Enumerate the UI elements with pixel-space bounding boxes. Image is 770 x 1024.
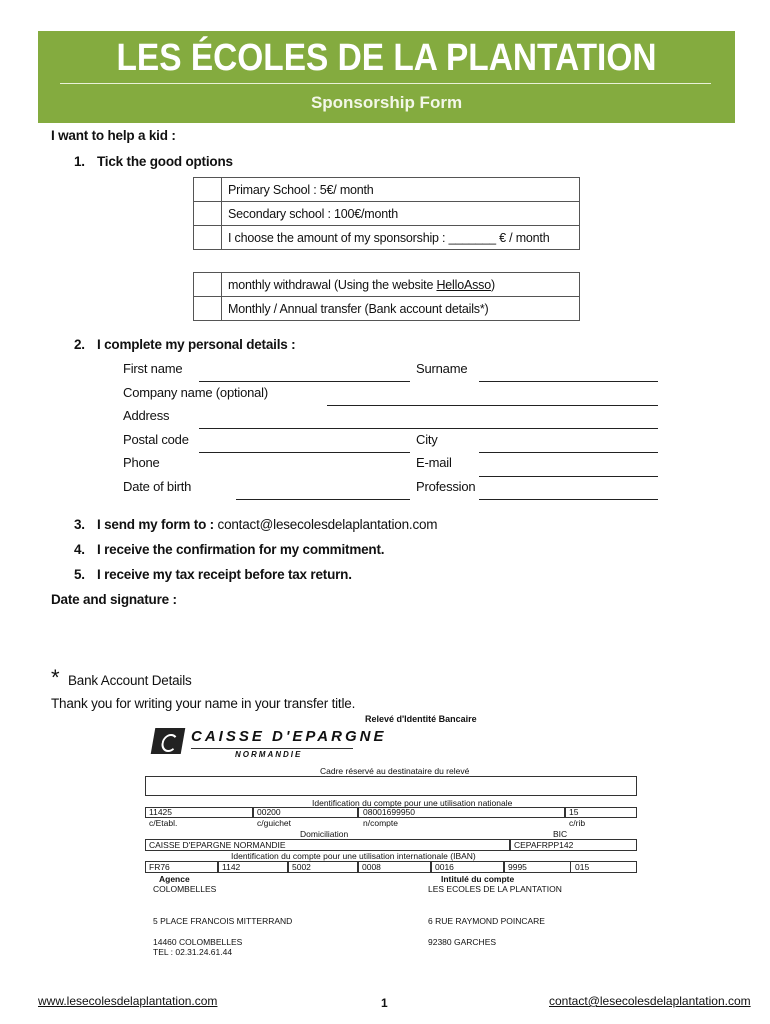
rib-key-value: 15 bbox=[569, 807, 579, 817]
guichet-value: 00200 bbox=[257, 807, 281, 817]
checkbox[interactable] bbox=[194, 297, 222, 321]
checkbox[interactable] bbox=[194, 202, 222, 226]
phone-label: Phone bbox=[123, 455, 160, 470]
step1-label: Tick the good options bbox=[97, 154, 233, 169]
step4-number: 4. bbox=[74, 542, 85, 557]
surname-label: Surname bbox=[416, 361, 468, 376]
company-label: Company name (optional) bbox=[123, 385, 268, 400]
compte-value: 08001699950 bbox=[363, 807, 416, 817]
postal-code-field[interactable] bbox=[199, 452, 410, 453]
step3-label: I send my form to : bbox=[97, 517, 218, 532]
checkbox[interactable] bbox=[194, 178, 222, 202]
iban-part: 0016 bbox=[435, 862, 454, 872]
rib-heading: Relevé d'Identité Bancaire bbox=[365, 714, 477, 724]
city-label: City bbox=[416, 432, 438, 447]
option-row bbox=[194, 297, 580, 321]
withdrawal-text: monthly withdrawal (Using the website bbox=[228, 277, 437, 292]
guichet-label: c/guichet bbox=[257, 818, 292, 828]
address-label: Address bbox=[123, 408, 170, 423]
email-label: E-mail bbox=[416, 455, 452, 470]
national-title: Identification du compte pour une utilisation nationale bbox=[312, 798, 513, 808]
checkbox[interactable] bbox=[194, 273, 222, 297]
iban-title: Identification du compte pour une utilisation internationale (IBAN) bbox=[231, 851, 476, 861]
intitule-line: 92380 GARCHES bbox=[428, 937, 497, 947]
option-label: I choose the amount of my sponsorship : _______ € / month bbox=[222, 226, 580, 250]
signature-label: Date and signature : bbox=[51, 592, 177, 607]
header-banner bbox=[38, 31, 735, 123]
step5-label: I receive my tax receipt before tax return. bbox=[97, 567, 352, 582]
bank-logo-icon bbox=[151, 728, 186, 754]
page-title: LES ÉCOLES DE LA PLANTATION bbox=[116, 37, 657, 79]
step5-number: 5. bbox=[74, 567, 85, 582]
dob-field[interactable] bbox=[236, 499, 410, 500]
iban-part: 0008 bbox=[362, 862, 381, 872]
domiciliation-value: CAISSE D'EPARGNE NORMANDIE bbox=[149, 840, 286, 850]
option-row bbox=[194, 178, 580, 202]
rib-label: c/rib bbox=[569, 818, 586, 828]
step3-text bbox=[97, 517, 437, 532]
bank-name: CAISSE D'EPARGNE bbox=[191, 728, 387, 745]
bic-value: CEPAFRPP142 bbox=[514, 840, 574, 850]
checkbox[interactable] bbox=[194, 226, 222, 250]
step3-number: 3. bbox=[74, 517, 85, 532]
surname-field[interactable] bbox=[479, 381, 658, 382]
intro-text: I want to help a kid : bbox=[51, 128, 176, 143]
etab-label: c/Etabl. bbox=[149, 818, 178, 828]
step4-label: I receive the confirmation for my commitment. bbox=[97, 542, 385, 557]
profession-field[interactable] bbox=[479, 499, 658, 500]
domiciliation-label: Domiciliation bbox=[300, 829, 349, 839]
option-label bbox=[222, 273, 580, 297]
company-field[interactable] bbox=[327, 405, 658, 406]
intitule-label: Intitulé du compte bbox=[441, 874, 515, 884]
bank-rib bbox=[145, 710, 645, 960]
agence-line: 5 PLACE FRANCOIS MITTERRAND bbox=[153, 916, 293, 926]
agence-line: TEL : 02.31.24.61.44 bbox=[153, 947, 233, 957]
option-label: Primary School : 5€/ month bbox=[222, 178, 580, 202]
etab-value: 11425 bbox=[149, 807, 173, 817]
dob-label: Date of birth bbox=[123, 479, 192, 494]
option-label: Monthly / Annual transfer (Bank account details*) bbox=[222, 297, 580, 321]
compte-label: n/compte bbox=[363, 818, 398, 828]
postal-code-label: Postal code bbox=[123, 432, 189, 447]
footer-email-link[interactable]: contact@lesecolesdelaplantation.com bbox=[549, 994, 751, 1008]
iban-part: 1142 bbox=[222, 862, 241, 872]
logo-divider bbox=[191, 748, 353, 749]
city-field[interactable] bbox=[479, 452, 658, 453]
banner-divider bbox=[60, 83, 711, 84]
bank-details-title: Bank Account Details bbox=[68, 673, 192, 688]
profession-label: Profession bbox=[416, 479, 476, 494]
option-row bbox=[194, 273, 580, 297]
withdrawal-suffix: ) bbox=[490, 277, 495, 292]
intitule-line: LES ECOLES DE LA PLANTATION bbox=[428, 884, 562, 894]
agence-label: Agence bbox=[159, 874, 190, 884]
first-name-field[interactable] bbox=[199, 381, 410, 382]
option-label: Secondary school : 100€/month bbox=[222, 202, 580, 226]
agence-line: 14460 COLOMBELLES bbox=[153, 937, 243, 947]
iban-part: 9995 bbox=[508, 862, 527, 872]
payment-options-table bbox=[193, 272, 580, 321]
option-row bbox=[194, 202, 580, 226]
address-field[interactable] bbox=[199, 428, 658, 429]
contact-email: contact@lesecolesdelaplantation.com bbox=[217, 517, 438, 532]
step2-label: I complete my personal details : bbox=[97, 337, 296, 352]
iban-part: FR76 bbox=[149, 862, 170, 872]
intitule-line: 6 RUE RAYMOND POINCARE bbox=[428, 916, 545, 926]
amount-options-table bbox=[193, 177, 580, 250]
step2-number: 2. bbox=[74, 337, 85, 352]
iban-part: 5002 bbox=[292, 862, 311, 872]
email-field[interactable] bbox=[479, 476, 658, 477]
footer-website-link[interactable]: www.lesecolesdelaplantation.com bbox=[38, 994, 218, 1008]
bic-label: BIC bbox=[553, 829, 568, 839]
step1-number: 1. bbox=[74, 154, 85, 169]
iban-part: 015 bbox=[575, 862, 590, 872]
agence-line: COLOMBELLES bbox=[153, 884, 217, 894]
first-name-label: First name bbox=[123, 361, 183, 376]
transfer-note: Thank you for writing your name in your transfer title. bbox=[51, 696, 356, 711]
asterisk: * bbox=[51, 665, 60, 690]
reserved-label: Cadre réservé au destinataire du relevé bbox=[320, 766, 470, 776]
reserved-box bbox=[145, 776, 637, 796]
helloasso-link[interactable]: HelloAsso bbox=[436, 277, 491, 292]
bank-region: NORMANDIE bbox=[235, 750, 303, 759]
page-subtitle: Sponsorship Form bbox=[310, 93, 463, 112]
page-number: 1 bbox=[381, 996, 388, 1010]
option-row bbox=[194, 226, 580, 250]
